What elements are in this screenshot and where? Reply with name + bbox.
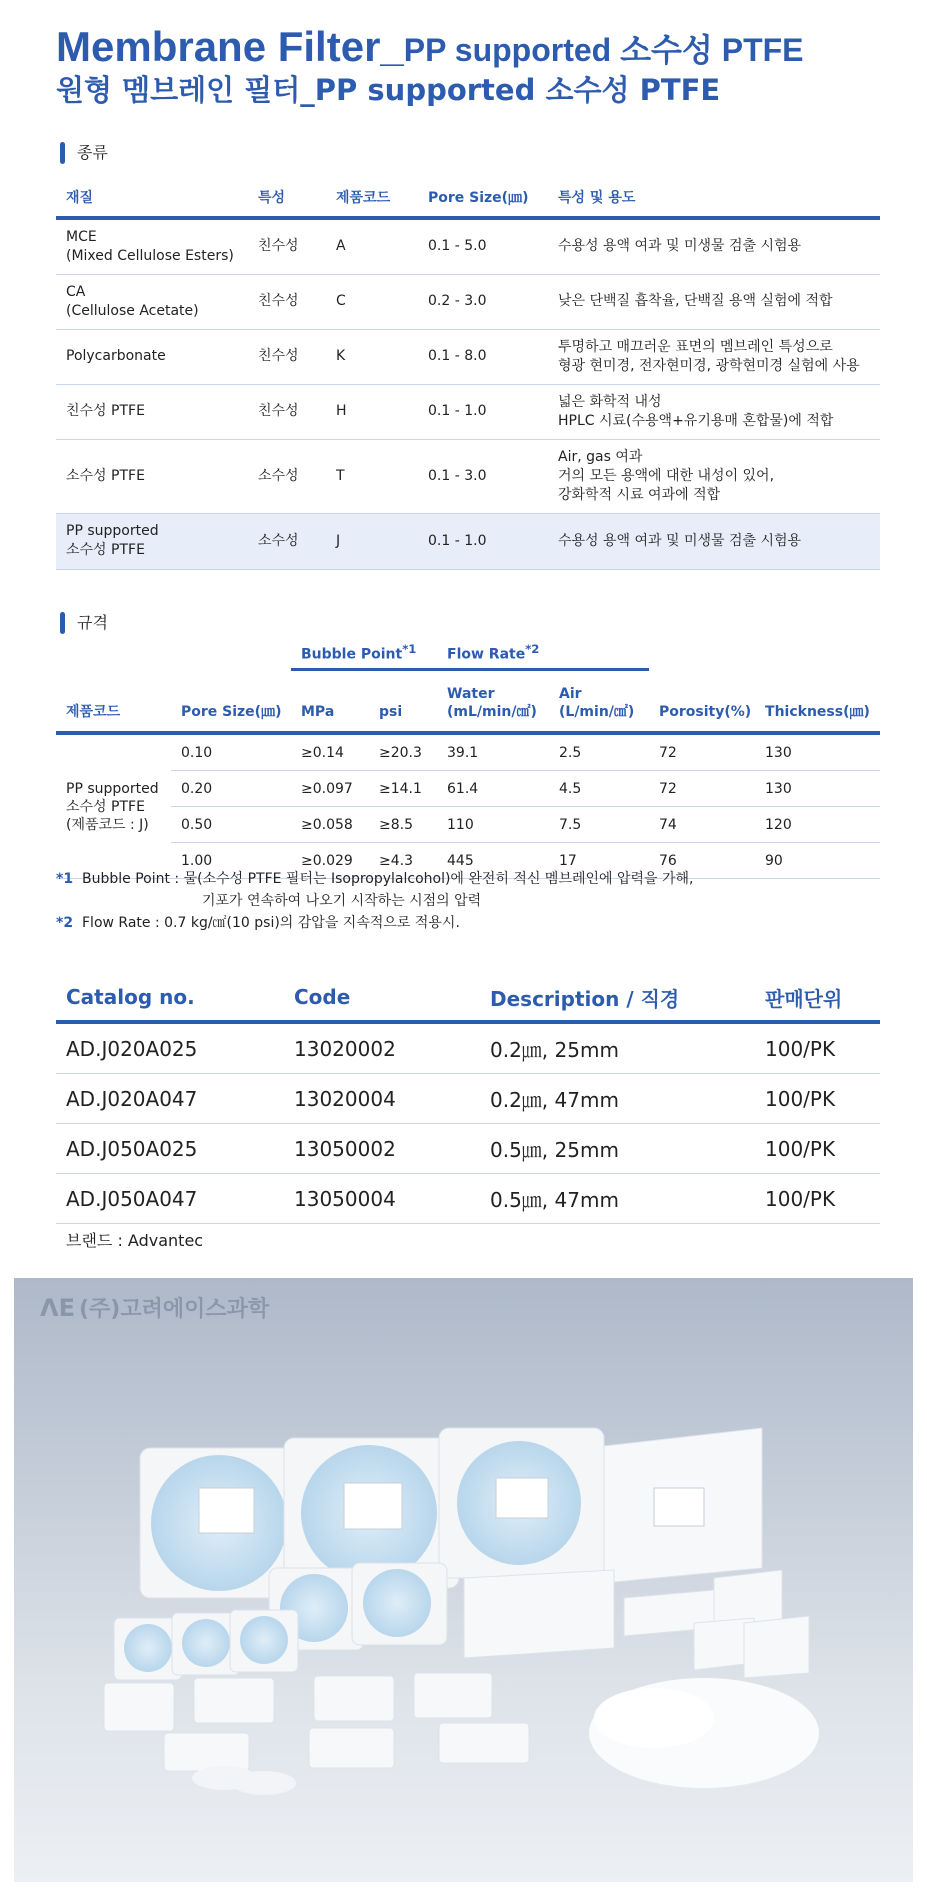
table-row <box>56 771 880 807</box>
porosity-cell: 72 <box>649 771 755 807</box>
th-code: 제품코드 <box>326 178 418 218</box>
thickness-cell: 120 <box>755 807 880 843</box>
usage-cell: 넓은 화학적 내성 HPLC 시료(수용액+유기용매 혼합물)에 적합 <box>548 384 880 439</box>
usage-cell: 수용성 용액 여과 및 미생물 검출 시험용 <box>548 218 880 274</box>
pack <box>104 1683 174 1731</box>
brand-label: 브랜드 : Advantec <box>66 1231 204 1250</box>
title-main: Membrane Filter_ <box>56 23 404 70</box>
pack <box>414 1673 492 1718</box>
description-cell: 0.2㎛, 47mm <box>480 1074 755 1124</box>
product-box <box>464 1570 614 1658</box>
property-cell: 소수성 <box>248 439 326 513</box>
catalog-no-cell: AD.J050A025 <box>56 1124 284 1174</box>
table-row <box>56 329 880 384</box>
footnote-1: *1 Bubble Point : 물(소수성 PTFE 필터는 Isopropylalcohol)에 완전히 적신 멤브레인에 압력을 가해, <box>56 871 694 887</box>
catalog-no-cell: AD.J050A047 <box>56 1174 284 1224</box>
specs-group-row <box>56 630 880 670</box>
table-row-highlight <box>56 513 880 569</box>
membrane-disc <box>124 1624 172 1672</box>
pore-cell: 0.50 <box>171 807 291 843</box>
pore-cell: 0.1 - 8.0 <box>418 329 548 384</box>
pore-cell: 0.2 - 3.0 <box>418 274 548 329</box>
table-row <box>56 1074 880 1124</box>
th-air: Air (L/min/㎠) <box>549 670 649 734</box>
product-illustration <box>14 1278 913 1882</box>
th-pore: Pore Size(㎛) <box>418 178 548 218</box>
air-cell: 7.5 <box>549 807 649 843</box>
catalog-header-row <box>56 974 880 1022</box>
product-box <box>744 1616 809 1678</box>
psi-cell: ≥20.3 <box>369 733 437 771</box>
unit-cell: 100/PK <box>755 1174 880 1224</box>
bubble-point-group: Bubble Point$^{*1}$ <box>291 630 437 670</box>
label-card <box>654 1488 704 1526</box>
footnotes <box>56 868 694 934</box>
unit-cell: 100/PK <box>755 1124 880 1174</box>
th-water: Water (mL/min/㎠) <box>437 670 549 734</box>
section-specs-label: 규격 <box>60 612 108 634</box>
air-cell: 2.5 <box>549 733 649 771</box>
code-cell: 13050002 <box>284 1124 480 1174</box>
specs-table <box>56 630 880 879</box>
pore-cell: 0.1 - 1.0 <box>418 384 548 439</box>
water-cell: 39.1 <box>437 733 549 771</box>
usage-cell: 낮은 단백질 흡착율, 단백질 용액 실험에 적합 <box>548 274 880 329</box>
porosity-cell: 74 <box>649 807 755 843</box>
footnote-1-cont: 기포가 연속하여 나오기 시작하는 시점의 압력 <box>202 893 482 909</box>
pore-cell: 0.1 - 3.0 <box>418 439 548 513</box>
thickness-cell: 90 <box>755 843 880 879</box>
mpa-cell: ≥0.14 <box>291 733 369 771</box>
types-header-row <box>56 178 880 218</box>
section-types-label: 종류 <box>60 142 108 164</box>
usage-cell: 투명하고 매끄러운 표면의 멤브레인 특성으로 형광 현미경, 전자현미경, 광학현미경 실험에 사용 <box>548 329 880 384</box>
th-product-code: 제품코드 <box>56 670 171 734</box>
page-title <box>56 22 804 75</box>
th-property: 특성 <box>248 178 326 218</box>
logo-mark-icon: ΛE <box>40 1293 75 1322</box>
section-bar <box>60 142 65 164</box>
code-cell: 13020004 <box>284 1074 480 1124</box>
pack <box>439 1723 529 1763</box>
table-row <box>56 439 880 513</box>
th-psi: psi <box>369 670 437 734</box>
water-cell: 61.4 <box>437 771 549 807</box>
catalog-no-cell: AD.J020A047 <box>56 1074 284 1124</box>
code-cell: A <box>326 218 418 274</box>
table-row <box>56 218 880 274</box>
code-cell: J <box>326 513 418 569</box>
porosity-cell: 72 <box>649 733 755 771</box>
th-thickness: Thickness(㎛) <box>755 670 880 734</box>
th-material: 재질 <box>56 178 248 218</box>
pack <box>314 1676 394 1721</box>
air-cell: 17 <box>549 843 649 879</box>
water-cell: 445 <box>437 843 549 879</box>
types-table <box>56 178 880 570</box>
description-cell: 0.5㎛, 25mm <box>480 1124 755 1174</box>
membrane-disc <box>363 1569 431 1637</box>
table-row <box>56 733 880 771</box>
table-row <box>56 1174 880 1224</box>
pore-cell: 1.00 <box>171 843 291 879</box>
description-cell: 0.5㎛, 47mm <box>480 1174 755 1224</box>
label-card <box>344 1483 402 1529</box>
porosity-cell: 76 <box>649 843 755 879</box>
usage-cell: 수용성 용액 여과 및 미생물 검출 시험용 <box>548 513 880 569</box>
psi-cell: ≥8.5 <box>369 807 437 843</box>
pore-cell: 0.10 <box>171 733 291 771</box>
usage-cell: Air, gas 여과 거의 모든 용액에 대한 내성이 있어, 강화학적 시료 여과에 적합 <box>548 439 880 513</box>
unit-cell: 100/PK <box>755 1022 880 1074</box>
code-cell: K <box>326 329 418 384</box>
property-cell: 친수성 <box>248 384 326 439</box>
loose-membrane <box>594 1688 714 1748</box>
table-row <box>56 384 880 439</box>
pore-cell: 0.20 <box>171 771 291 807</box>
code-cell: 13020002 <box>284 1022 480 1074</box>
material-cell: MCE (Mixed Cellulose Esters) <box>56 218 248 274</box>
label-card <box>496 1478 548 1518</box>
psi-cell: ≥4.3 <box>369 843 437 879</box>
material-cell: Polycarbonate <box>56 329 248 384</box>
material-cell: PP supported 소수성 PTFE <box>56 513 248 569</box>
air-cell: 4.5 <box>549 771 649 807</box>
property-cell: 소수성 <box>248 513 326 569</box>
catalog-no-cell: AD.J020A025 <box>56 1022 284 1074</box>
material-cell: 소수성 PTFE <box>56 439 248 513</box>
pack <box>309 1728 394 1768</box>
label-card <box>199 1488 254 1533</box>
property-cell: 친수성 <box>248 218 326 274</box>
membrane-disc <box>240 1616 288 1664</box>
pore-cell: 0.1 - 5.0 <box>418 218 548 274</box>
table-row <box>56 1124 880 1174</box>
membrane-disc <box>182 1619 230 1667</box>
table-row <box>56 1022 880 1074</box>
table-row <box>56 274 880 329</box>
thickness-cell: 130 <box>755 771 880 807</box>
pack <box>194 1678 274 1723</box>
flow-rate-group: Flow Rate$^{*2}$ <box>437 630 649 670</box>
property-cell: 친수성 <box>248 329 326 384</box>
th-usage: 특성 및 용도 <box>548 178 880 218</box>
product-photo <box>14 1278 913 1882</box>
th-catalog-no: Catalog no. <box>56 974 284 1022</box>
material-cell: 친수성 PTFE <box>56 384 248 439</box>
logo-text: (주)고려에이스과학 <box>78 1297 270 1322</box>
mpa-cell: ≥0.029 <box>291 843 369 879</box>
unit-cell: 100/PK <box>755 1074 880 1124</box>
product-label-cell: PP supported 소수성 PTFE (제품코드 : J) <box>56 733 171 879</box>
page-subtitle: 원형 멤브레인 필터_PP supported 소수성 PTFE <box>56 73 721 107</box>
mpa-cell: ≥0.058 <box>291 807 369 843</box>
psi-cell: ≥14.1 <box>369 771 437 807</box>
loose-membrane <box>232 1771 296 1795</box>
catalog-table <box>56 974 880 1224</box>
specs-header-row <box>56 670 880 734</box>
th-pore: Pore Size(㎛) <box>171 670 291 734</box>
description-cell: 0.2㎛, 25mm <box>480 1022 755 1074</box>
code-cell: C <box>326 274 418 329</box>
pore-cell: 0.1 - 1.0 <box>418 513 548 569</box>
footnote-2: *2 Flow Rate : 0.7 kg/㎠(10 psi)의 감압을 지속적으로 적용시. <box>56 915 460 931</box>
thickness-cell: 130 <box>755 733 880 771</box>
property-cell: 친수성 <box>248 274 326 329</box>
pack <box>164 1733 249 1771</box>
th-mpa: MPa <box>291 670 369 734</box>
water-cell: 110 <box>437 807 549 843</box>
code-cell: 13050004 <box>284 1174 480 1224</box>
material-cell: CA (Cellulose Acetate) <box>56 274 248 329</box>
mpa-cell: ≥0.097 <box>291 771 369 807</box>
th-unit: 판매단위 <box>755 974 880 1022</box>
table-row <box>56 807 880 843</box>
th-code: Code <box>284 974 480 1022</box>
code-cell: H <box>326 384 418 439</box>
th-description: Description / 직경 <box>480 974 755 1022</box>
title-small: PP supported 소수성 PTFE <box>403 32 804 68</box>
code-cell: T <box>326 439 418 513</box>
th-porosity: Porosity(%) <box>649 670 755 734</box>
